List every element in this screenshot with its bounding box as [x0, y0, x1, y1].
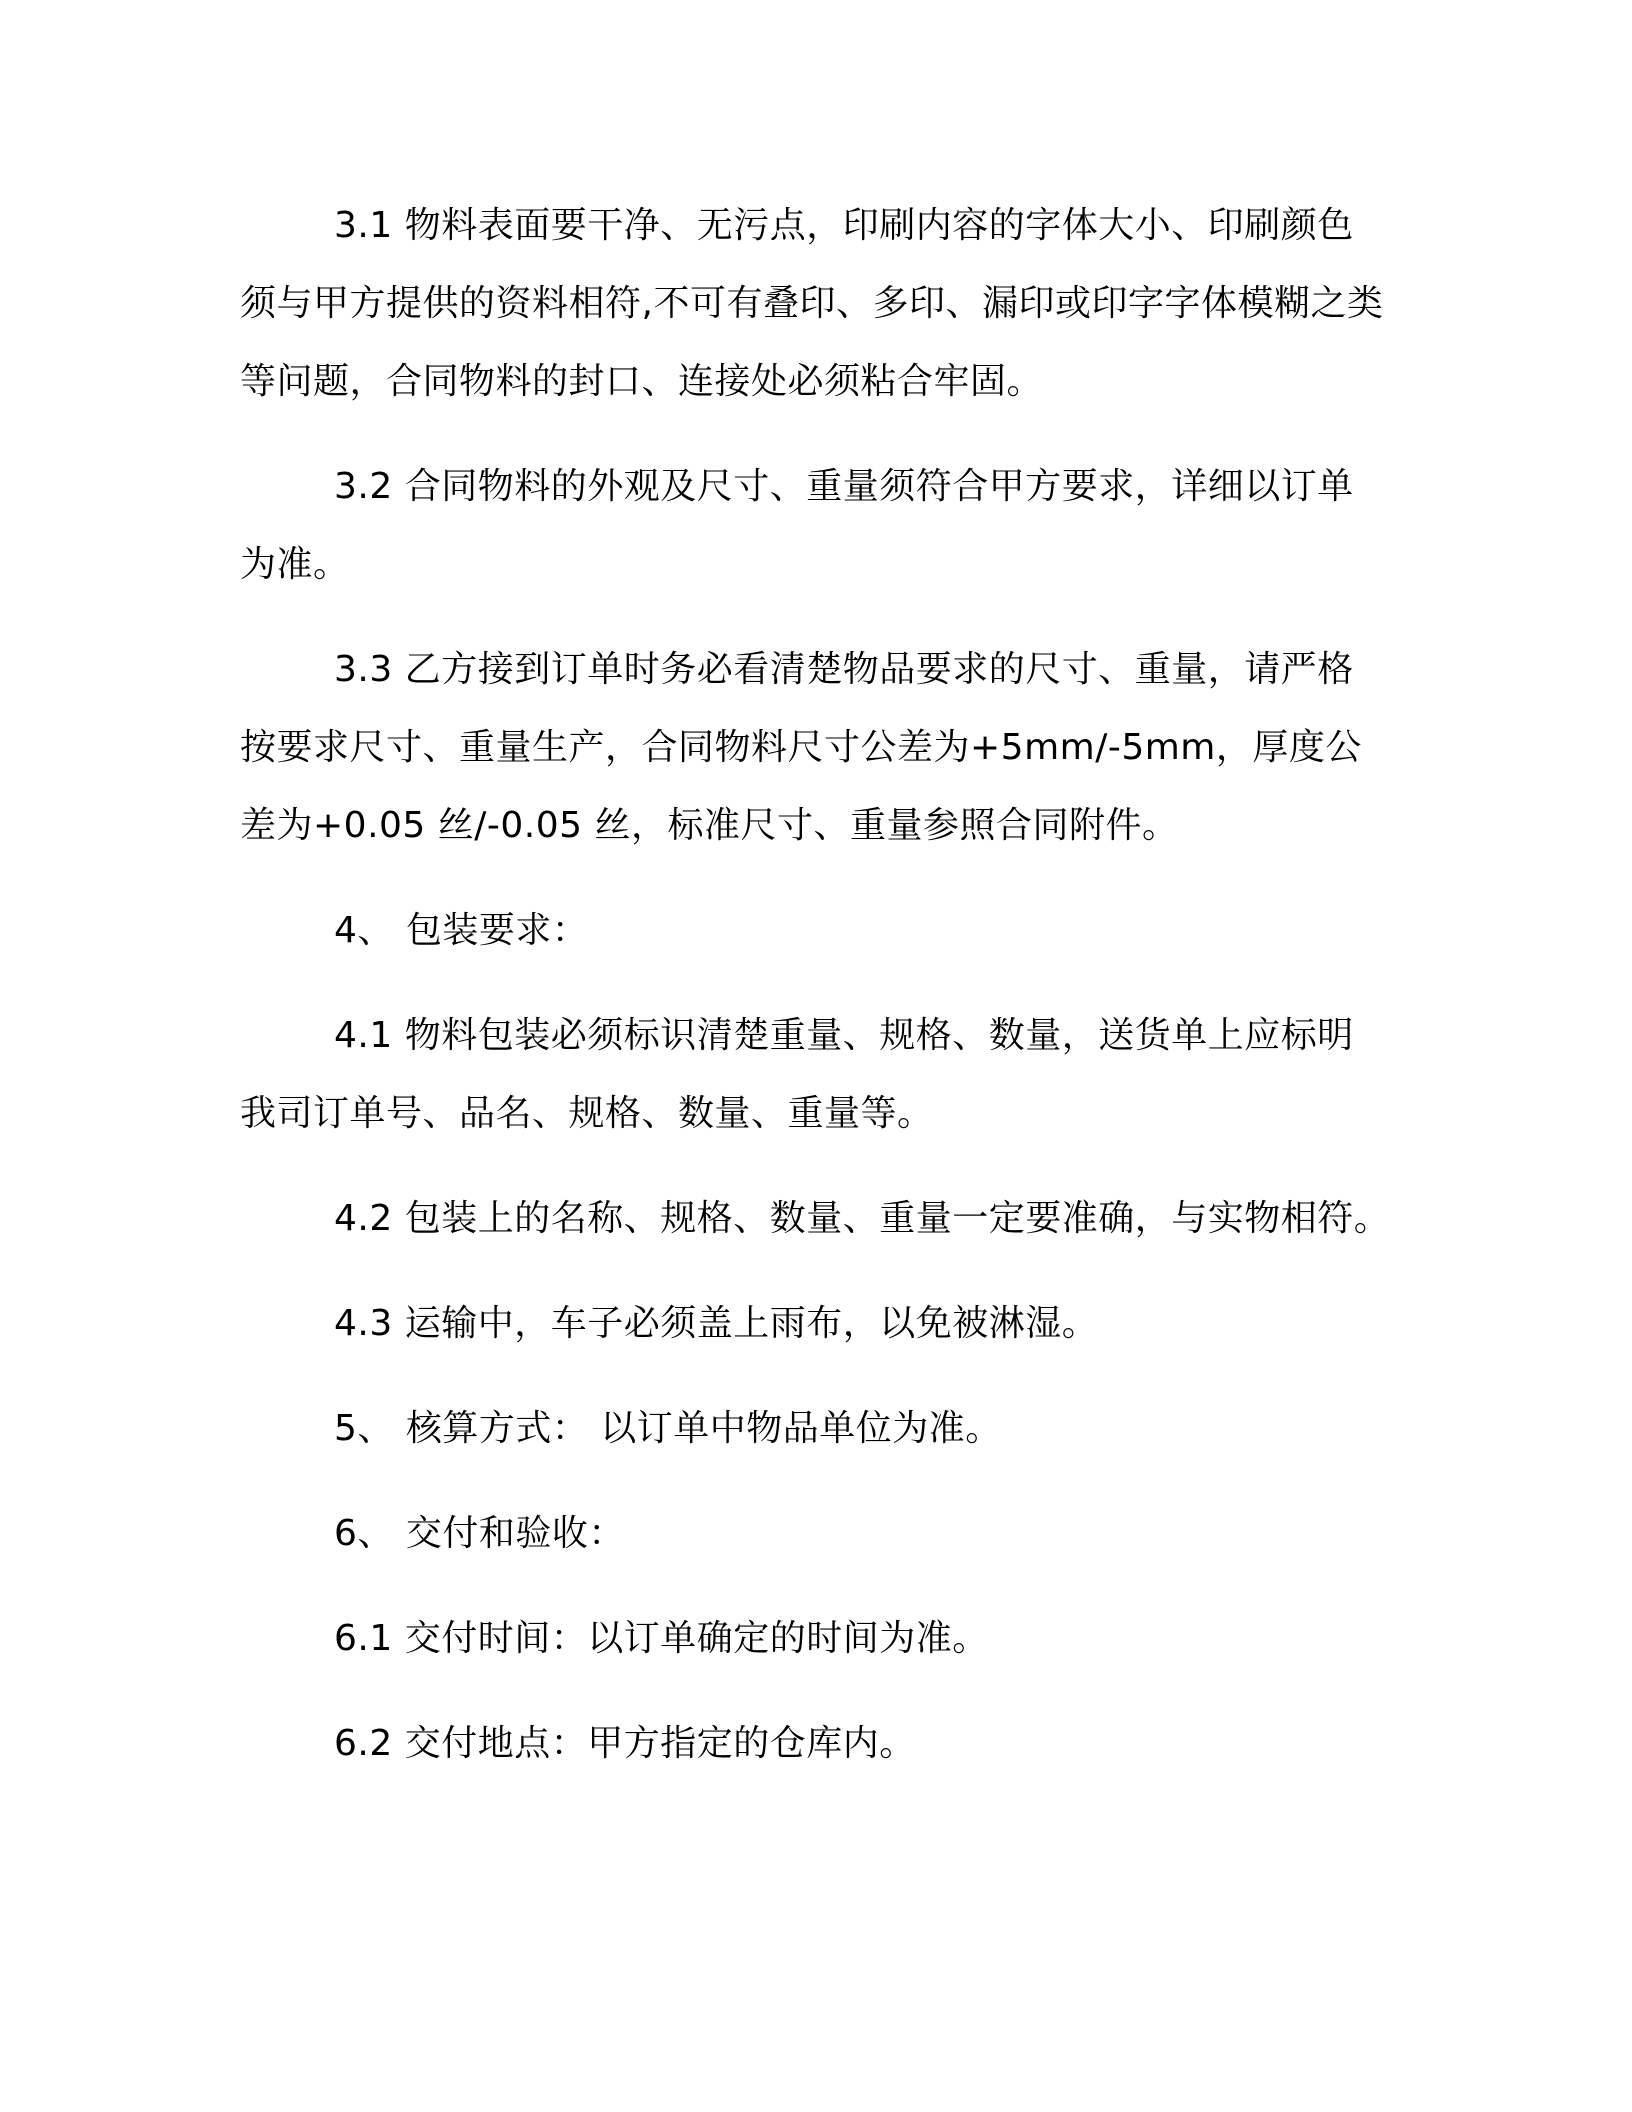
paragraph-4-1: 4.1 物料包装必须标识清楚重量、规格、数量，送货单上应标明我司订单号、品名、规格、数量、重量等。: [240, 1015, 1354, 1134]
paragraph-4-2: 4.2 包装上的名称、规格、数量、重量一定要准确，与实物相符。: [334, 1198, 1391, 1239]
heading-5-accounting: 5、 核算方式： 以订单中物品单位为准。: [334, 1408, 1002, 1449]
paragraph-3-3: 3.3 乙方接到订单时务必看清楚物品要求的尺寸、重量，请严格按要求尺寸、重量生产，合同物料尺寸公差为+5mm/-5mm，厚度公差为+0.05 丝/-0.05 丝，标准尺寸、重量参照合同附件。: [240, 649, 1362, 846]
heading-6-delivery: 6、 交付和验收：: [334, 1513, 625, 1554]
paragraph-3-1: 3.1 物料表面要干净、无污点，印刷内容的字体大小、印刷颜色须与甲方提供的资料相符,不可有叠印、多印、漏印或印字字体模糊之类等问题，合同物料的封口、连接处必须粘合牢固。: [240, 205, 1384, 402]
document-body: [240, 187, 1391, 1810]
paragraph-6-2: 6.2 交付地点：甲方指定的仓库内。: [334, 1723, 916, 1764]
paragraph-4-3: 4.3 运输中，车子必须盖上雨布，以免被淋湿。: [334, 1303, 1099, 1344]
heading-4-packaging: 4、 包装要求：: [334, 910, 589, 951]
paragraph-3-2: 3.2 合同物料的外观及尺寸、重量须符合甲方要求，详细以订单为准。: [240, 466, 1354, 585]
paragraph-6-1: 6.1 交付时间：以订单确定的时间为准。: [334, 1618, 989, 1659]
